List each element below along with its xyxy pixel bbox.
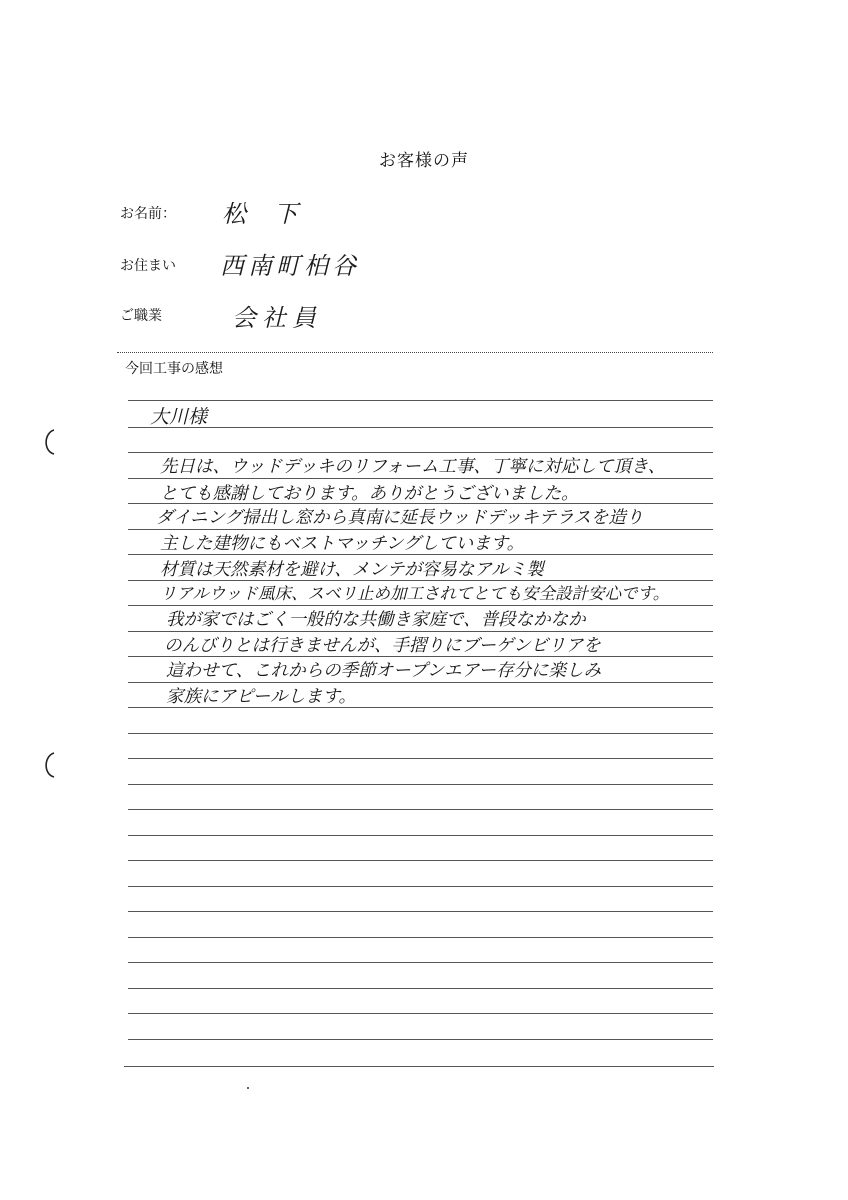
section-label: 今回工事の感想: [125, 361, 223, 377]
address-label: お住まい: [120, 258, 176, 274]
punch-hole-mark-top: [38, 427, 60, 457]
handwritten-line: 材質は天然素材を避け、メンテが容易なアルミ製: [160, 560, 544, 580]
ruled-line: [128, 784, 713, 785]
handwritten-line: ダイニング掃出し窓から真南に延長ウッドデッキテラスを造り: [156, 508, 644, 528]
punch-hole-mark-bottom: [38, 750, 60, 780]
ruled-line: [128, 427, 713, 428]
page-title: お客様の声: [379, 151, 469, 171]
ruled-line: [128, 758, 713, 759]
ruled-line: [128, 1039, 713, 1040]
address-value: 西南町柏谷: [220, 252, 360, 280]
occupation-value: 会社員: [232, 304, 322, 332]
ruled-line: [128, 860, 713, 861]
ruled-line: [128, 911, 713, 912]
handwritten-line: 我が家ではごく一般的な共働き家庭で、普段なかなか: [166, 610, 586, 630]
ruled-line: [128, 835, 713, 836]
name-value: 松 下: [222, 200, 308, 228]
ruled-line: [128, 400, 713, 401]
ruled-line: [128, 733, 713, 734]
handwritten-line-salutation: 大川様: [150, 406, 208, 428]
handwritten-line: のんびりとは行きませんが、手摺りにブーゲンビリアを: [164, 636, 601, 656]
section-divider: [117, 352, 713, 353]
ruled-line: [128, 478, 713, 479]
handwritten-line: 先日は、ウッドデッキのリフォーム工事、丁寧に対応して頂き、: [160, 457, 666, 477]
ruled-line: [128, 809, 713, 810]
handwritten-line: リアルウッド風床、スベリ止め加工されてとても安全設計安心です。: [160, 584, 670, 603]
handwritten-line: 這わせて、これからの季節オープンエアー存分に楽しみ: [166, 661, 602, 681]
occupation-label: ご職業: [120, 308, 162, 324]
ruled-line: [128, 1013, 713, 1014]
name-label: お名前：: [120, 206, 176, 222]
ruled-line: [128, 937, 713, 938]
scan-speck: [247, 1087, 249, 1089]
handwritten-line: とても感謝しております。ありがとうございました。: [160, 484, 579, 504]
handwritten-line: 主した建物にもベストマッチングしています。: [160, 534, 525, 554]
handwritten-line: 家族にアピールします。: [166, 687, 357, 707]
ruled-line: [128, 988, 713, 989]
ruled-line-bottom: [124, 1066, 714, 1067]
ruled-line: [128, 886, 713, 887]
ruled-line: [128, 962, 713, 963]
